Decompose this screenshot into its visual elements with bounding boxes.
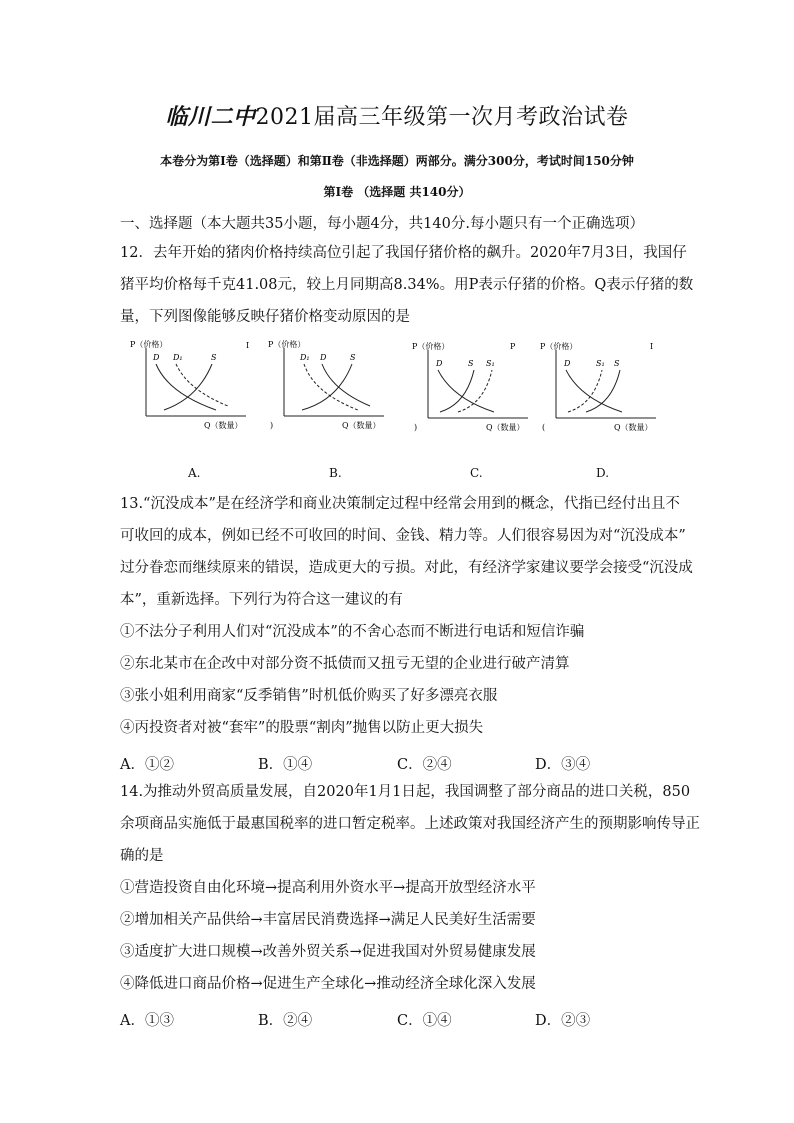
q14-option-a: A．①③ xyxy=(120,1013,174,1029)
q13-option-a: A．①② xyxy=(120,757,174,773)
origin-mark: ) xyxy=(270,421,274,430)
q13-line-2: 可收回的成本，例如已经不可收回的时间、金钱、精力等。人们很容易因为对“沉没成本” xyxy=(120,528,686,544)
q12-graph-d xyxy=(538,338,668,433)
q13-option-c: C．②④ xyxy=(397,757,452,773)
curve-label-s: S xyxy=(350,353,356,362)
q14-item-2: ②增加相关产品供给→丰富居民消费选择→满足人民美好生活需要 xyxy=(120,912,536,928)
curve-label-s1: S₁ xyxy=(596,359,605,368)
curve-label-s1: S₁ xyxy=(486,359,495,368)
graph-c-label: C. xyxy=(470,466,483,480)
q13-option-d: D．③④ xyxy=(535,757,591,773)
q14-option-b: B．②④ xyxy=(258,1013,313,1029)
curve-label-d: D xyxy=(320,353,327,362)
q13-line-1: 13.“沉没成本”是在经济学和商业决策制定过程中经常会用到的概念，代指已经付出且不 xyxy=(120,496,680,512)
curve-label-s: S xyxy=(614,359,620,368)
q13-item-1: ①不法分子利用人们对“沉没成本”的不舍心态而不断进行电话和短信诈骗 xyxy=(120,624,585,640)
p-axis-label: P（价格） xyxy=(412,342,450,351)
supply-curve xyxy=(164,364,212,410)
curve-label-s: S xyxy=(211,353,217,362)
q-axis-label: Q（数量） xyxy=(486,423,525,432)
graph-d-label: D. xyxy=(596,466,610,480)
title-text: 2021届高三年级第一次月考政治试卷 xyxy=(255,105,629,130)
q-axis-label: Q（数量） xyxy=(204,421,243,430)
q14-option-d: D．②③ xyxy=(535,1013,591,1029)
curve-label-d: D xyxy=(564,359,571,368)
q14-line-2: 余项商品实施低于最惠国税率的进口暂定税率。上述政策对我国经济产生的预期影响传导正 xyxy=(120,816,700,832)
supply-curve-shifted xyxy=(568,370,602,412)
q14-line-1: 14.为推动外贸高质量发展，自2020年1月1日起，我国调整了部分商品的进口关税，850 xyxy=(120,784,691,800)
q-axis-label: Q（数量） xyxy=(614,423,653,432)
graph-b-label: B. xyxy=(329,466,342,480)
q14-item-3: ③适度扩大进口规模→改善外贸关系→促进我国对外贸易健康发展 xyxy=(120,944,536,960)
q14-item-1: ①营造投资自由化环境→提高利用外资水平→提高开放型经济水平 xyxy=(120,880,536,896)
supply-curve xyxy=(586,370,620,412)
corner-mark: P xyxy=(510,342,516,351)
q14-option-c: C．①④ xyxy=(397,1013,452,1029)
exam-subtitle: 本卷分为第Ⅰ卷（选择题）和第Ⅱ卷（非选择题）两部分。满分300分，考试时间150分钟 xyxy=(160,154,634,168)
demand-curve-shifted xyxy=(304,364,358,410)
origin-mark: ) xyxy=(414,423,418,432)
demand-curve xyxy=(156,364,216,410)
q13-line-4: 本”，重新选择。下列行为符合这一建议的有 xyxy=(120,592,403,608)
p-axis-label: P（价格） xyxy=(268,340,306,349)
q14-item-4: ④降低进口商品价格→促进生产全球化→推动经济全球化深入发展 xyxy=(120,976,536,992)
corner-mark: I xyxy=(246,341,250,350)
q-axis-label: Q（数量） xyxy=(342,421,381,430)
q14-line-3: 确的是 xyxy=(120,848,164,864)
q13-item-4: ④丙投资者对被“套牢”的股票“割肉”抛售以防止更大损失 xyxy=(120,720,484,736)
p-axis-label: P（价格） xyxy=(130,340,168,349)
curve-label-d: D xyxy=(153,353,160,362)
curve-label-d: D xyxy=(436,359,443,368)
school-name: 临川二中 xyxy=(165,104,256,130)
q12-line-3: 量，下列图像能够反映仔猪价格变动原因的是 xyxy=(120,309,410,325)
q13-item-3: ③张小姐利用商家“反季销售”时机低价购买了好多漂亮衣服 xyxy=(120,688,498,704)
q12-graph-b xyxy=(266,338,396,433)
q13-item-2: ②东北某市在企改中对部分资不抵债而又扭亏无望的企业进行破产清算 xyxy=(120,656,570,672)
origin-mark: ( xyxy=(542,423,546,432)
supply-curve-shifted xyxy=(458,370,492,412)
q13-option-b: B．①④ xyxy=(258,757,313,773)
section-heading: 一、选择题（本大题共35小题，每小题4分，共140分.每小题只有一个正确选项） xyxy=(120,216,644,232)
q13-line-3: 过分眷恋而继续原来的错误，造成更大的亏损。对此，有经济学家建议要学会接受“沉没成 xyxy=(120,560,693,576)
supply-curve xyxy=(440,370,474,412)
q12-line-1: 12．去年开始的猪肉价格持续高位引起了我国仔猪价格的飙升。2020年7月3日，我国仔 xyxy=(120,245,687,261)
demand-curve xyxy=(322,364,370,406)
corner-mark: I xyxy=(650,342,654,351)
supply-curve xyxy=(302,364,352,410)
exam-title xyxy=(0,100,794,131)
p-axis-label: P（价格） xyxy=(540,342,578,351)
demand-curve xyxy=(566,370,622,412)
curve-label-d1: D₁ xyxy=(300,353,310,362)
curve-label-d1: D₁ xyxy=(173,353,183,362)
curve-label-s: S xyxy=(468,359,474,368)
q12-line-2: 猪平均价格每千克41.08元，较上月同期高8.34%。用P表示仔猪的价格。Q表示仔猪的数 xyxy=(120,277,694,293)
part-one-title: 第Ⅰ卷 （选择题 共140分） xyxy=(323,185,471,199)
graph-a-label: A. xyxy=(188,466,201,480)
q12-graph-c xyxy=(410,338,540,433)
q12-graph-a xyxy=(128,338,258,433)
